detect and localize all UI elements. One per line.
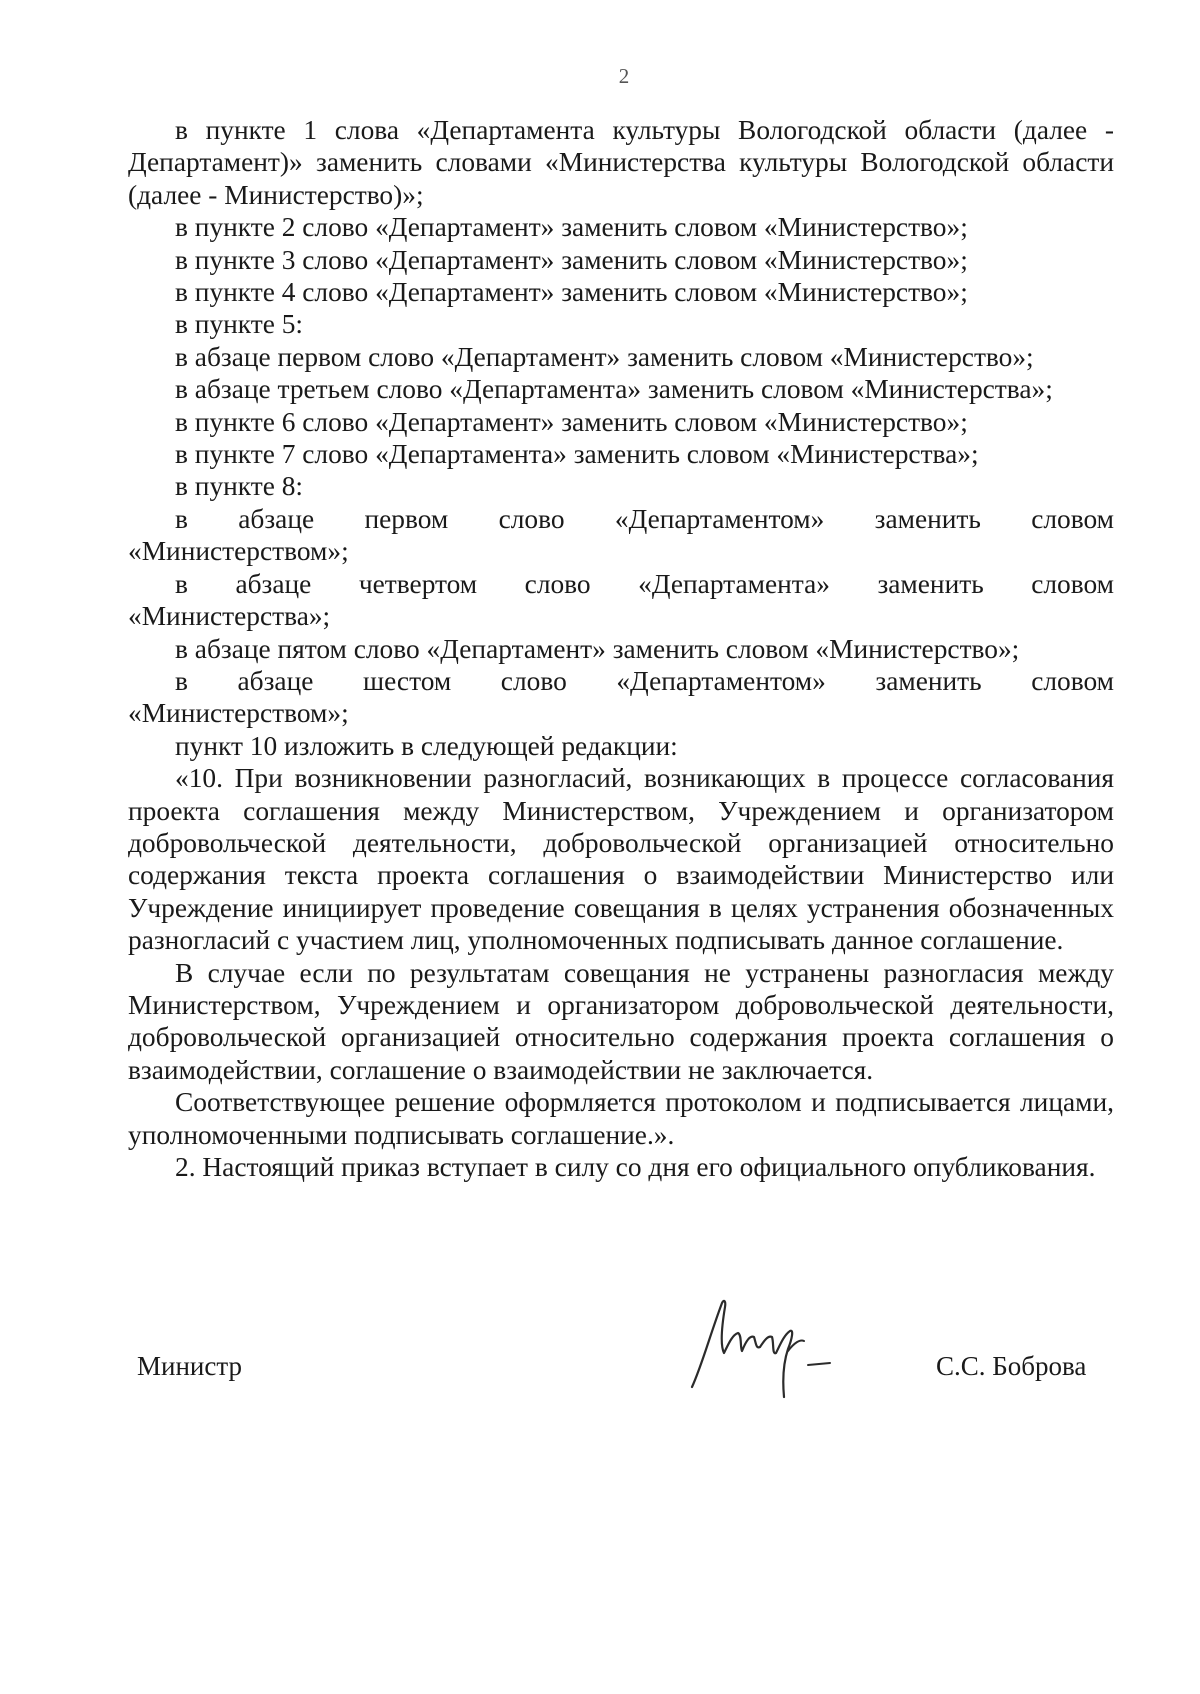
paragraph: в абзаце первом слово «Департаментом» заменить словом «Министерством»; — [128, 503, 1114, 567]
paragraph: 2. Настоящий приказ вступает в силу со дня его официального опубликования. — [175, 1152, 1096, 1182]
paragraph: В случае если по результатам совещания не устранены разногласия между Министерством, Учреждением и организатором добровольческой деятельности, добровольческой организацией относительно содержания проекта соглашения о взаимодействии, соглашение о взаимодействии не заключается. — [128, 957, 1114, 1085]
paragraph: в пункте 4 слово «Департамент» заменить словом «Министерство»; — [175, 277, 968, 308]
paragraph: в пункте 7 слово «Департамента» заменить словом «Министерства»; — [175, 439, 979, 470]
paragraph: в пункте 5: — [175, 309, 304, 340]
paragraph: в абзаце пятом слово «Департамент» заменить словом «Министерство»; — [175, 633, 1020, 664]
paragraph: в пункте 3 слово «Департамент» заменить словом «Министерство»; — [175, 244, 968, 275]
paragraph: в абзаце четвертом слово «Департамента» заменить словом «Министерства»; — [128, 568, 1114, 632]
signatory-title: Министр — [137, 1351, 242, 1381]
signature-block — [0, 1295, 1200, 1405]
paragraph: в пункте 6 слово «Департамент» заменить словом «Министерство»; — [175, 406, 968, 437]
handwritten-signature — [680, 1295, 880, 1405]
paragraph: в абзаце третьем слово «Департамента» заменить словом «Министерства»; — [175, 374, 1053, 405]
page-number: 2 — [618, 64, 630, 88]
paragraph: в абзаце первом слово «Департамент» заменить словом «Министерство»; — [175, 341, 1034, 372]
document-body — [128, 114, 1114, 1183]
paragraph: «10. При возникновении разногласий, возникающих в процессе согласования проекта соглашения между Министерством, Учреждением и организатором добровольческой деятельности, добровольческой организацией относительно содержания текста проекта соглашения о взаимодействии Министерство или Учреждение инициирует проведение совещания в целях устранения обозначенных разногласий с участием лиц, уполномоченных подписывать данное соглашение. — [128, 763, 1114, 956]
paragraph: Соответствующее решение оформляется протоколом и подписывается лицами, уполномоченными подписывать соглашение.». — [128, 1087, 1114, 1150]
paragraph: в пункте 2 слово «Департамент» заменить словом «Министерство»; — [175, 212, 968, 243]
paragraph: в пункте 8: — [175, 471, 304, 502]
paragraph: в пункте 1 слова «Департамента культуры Вологодской области (далее - Департамент)» заменить словами «Министерства культуры Вологодской области (далее - Министерство)»; — [128, 115, 1114, 210]
paragraph: в абзаце шестом слово «Департаментом» заменить словом «Министерством»; — [128, 665, 1114, 729]
signatory-name: С.С. Боброва — [936, 1351, 1087, 1381]
paragraph: пункт 10 изложить в следующей редакции: — [175, 730, 678, 761]
